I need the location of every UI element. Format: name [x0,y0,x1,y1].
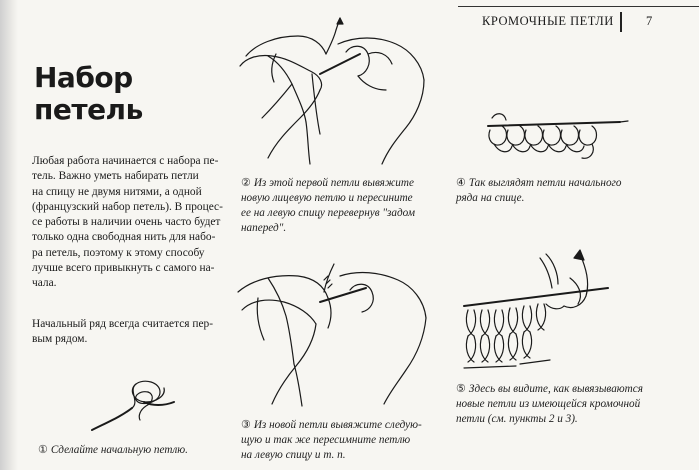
title-line-2: петель [34,93,143,126]
step-number: ② [241,177,252,189]
header-divider [620,12,622,32]
knitted-fabric-illustration [460,248,620,378]
hands-knitting-top-illustration [228,14,438,174]
intro-line: только одна свободная нить для набо- [32,231,216,244]
step-number: ③ [241,419,252,431]
note-paragraph [32,317,224,348]
intro-paragraph [32,154,224,292]
stitches-on-needle-illustration [480,108,630,168]
hands-knitting-bottom-illustration [228,252,438,412]
caption-step-2 [241,176,451,236]
caption-step-1 [38,443,238,458]
page-title [34,62,143,126]
caption-line: ее на левую спицу перевернув "задом [241,207,415,219]
caption-line: Так выглядят петли начального [468,177,622,189]
intro-line: се работы в наличии очень часто будет [32,216,221,229]
intro-line: тель. Важно уметь набирать петли [32,170,199,183]
intro-line: лучше всего привыкнуть с самого на- [32,262,215,275]
caption-line: Из этой первой петли вывяжите [253,177,414,189]
step-number: ① [38,444,49,456]
running-header [458,6,699,32]
caption-line: новую лицевую петлю и пересините [241,192,413,204]
caption-line: на левую спицу и т. п. [241,449,346,461]
intro-line: (французский набор петель). В процес- [32,200,223,213]
caption-step-5 [456,382,691,427]
caption-line: щую и так же пересимните петлю [241,434,411,446]
caption-line: наперед". [241,222,287,234]
slip-knot-illustration [88,372,188,434]
caption-step-3 [241,418,451,463]
caption-line: новые петли из имеющейся кромочной [456,398,641,410]
book-spine-shadow [0,0,18,470]
note-line: Начальный ряд всегда считается пер- [32,318,214,330]
page-number: 7 [646,14,653,28]
caption-line: Из новой петли вывяжите следую- [253,419,422,431]
step-number: ⑤ [456,383,467,395]
header-rule [458,6,699,7]
caption-step-4 [456,176,686,206]
note-line: вым рядом. [32,333,88,346]
intro-line: Любая работа начинается с набора пе- [32,155,219,167]
caption-line: ряда на спице. [456,192,525,204]
intro-line: на спицу не двумя нитями, а одной [32,185,202,198]
intro-line: чала. [32,277,57,290]
section-title: КРОМОЧНЫЕ ПЕТЛИ [482,14,614,28]
caption-line: Здесь вы видите, как вывязываются [468,383,643,395]
title-line-1: Набор [34,61,133,94]
step-number: ④ [456,177,467,189]
caption-line: петли (см. пункты 2 и 3). [456,413,578,425]
intro-line: ра петель, поэтому к этому способу [32,246,205,259]
caption-line: Сделайте начальную петлю. [50,444,188,456]
